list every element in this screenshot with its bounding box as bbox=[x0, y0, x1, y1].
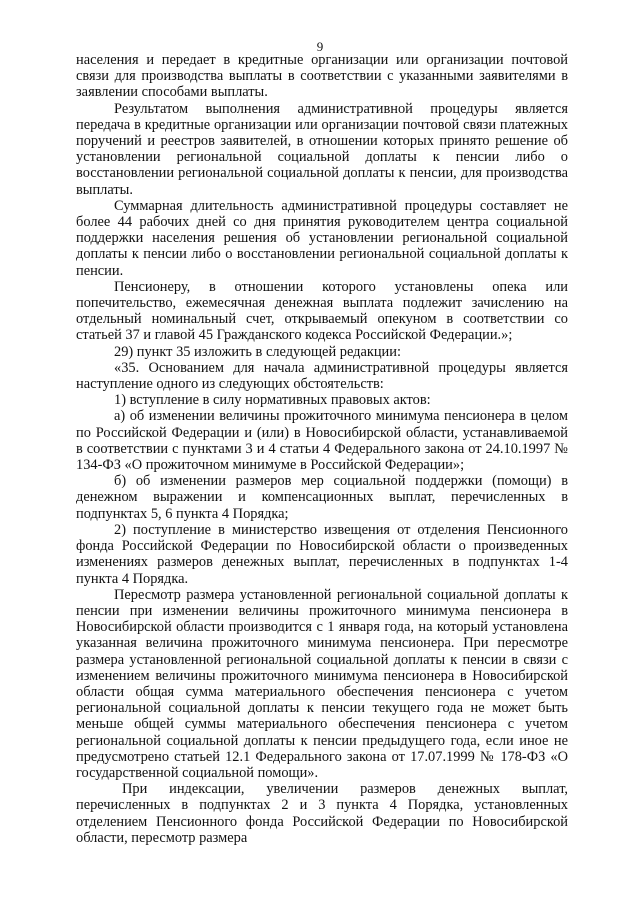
page-number: 9 bbox=[316, 39, 324, 54]
paragraph-subitem-a: а) об изменении величины прожиточного минимума пенсионера в целом по Российской Федерации и (или) в Новосибирской области, устанавливаемой в соответствии с пунктами 3 и 4 статьи 4 Федерального закона от 24.10.1997 № 134-ФЗ «О прожиточном минимуме в Российской Федерации»; bbox=[76, 408, 568, 474]
paragraph-subitem-1: 1) вступление в силу нормативных правовых актов: bbox=[114, 392, 431, 409]
paragraph-duration: Суммарная длительность административной процедуры составляет не более 44 рабочих дней со дня принятия руководителем центра социальной поддержки населения решения об установлении региональной социальной доплаты к пенсии либо о восстановлении региональной социальной доплаты к пенсии. bbox=[76, 197, 568, 279]
paragraph-item-35: «35. Основанием для начала административной процедуры является наступление одного из следующих обстоятельств: bbox=[76, 359, 568, 393]
paragraph-item-29: 29) пункт 35 изложить в следующей редакции: bbox=[114, 343, 401, 360]
paragraph-continuation: населения и передает в кредитные организации или организации почтовой связи для производства выплаты в соответствии с указанными заявителями в заявлении способами выплаты. bbox=[76, 52, 568, 101]
paragraph-subitem-b: б) об изменении размеров мер социальной поддержки (помощи) в денежном выражении и компенсационных выплат, перечисленных в подпунктах 5, 6 пункта 4 Порядка; bbox=[76, 473, 568, 522]
paragraph-indexation: При индексации, увеличении размеров денежных выплат, перечисленных в подпунктах 2 и 3 пункта 4 Порядка, установленных отделением Пенсионного фонда Российской Федерации по Новосибирской области, пересмотр размера bbox=[76, 781, 568, 846]
paragraph-result: Результатом выполнения административной процедуры является передача в кредитные организации или организации почтовой связи платежных поручений и реестров заявителей, в отношении которых принято решение об установлении региональной социальной доплаты к пенсии либо о восстановлении региональной социальной доплаты к пенсии, для производства выплаты. bbox=[76, 100, 568, 198]
paragraph-subitem-2: 2) поступление в министерство извещения от отделения Пенсионного фонда Российской Федерации по Новосибирской области о произведенных изменениях размеров денежных выплат, перечисленных в подпунктах 1-4 пункта 4 Порядка. bbox=[76, 521, 568, 587]
paragraph-recalculation: Пересмотр размера установленной региональной социальной доплаты к пенсии при изменении величины прожиточного минимума пенсионера в Новосибирской области производится с 1 января года, на который установлена указанная величина прожиточного минимума пенсионера. При пересмотре размера установленной региональной социальной доплаты к пенсии в связи с изменением величины прожиточного минимума пенсионера в Новосибирской области общая сумма материального обеспечения пенсионера с учетом региональной социальной доплаты к пенсии текущего года не может быть меньше общей суммы материального обеспечения пенсионера с учетом региональной социальной доплаты к пенсии предыдущего года, если иное не предусмотрено статьей 12.1 Федерального закона от 17.07.1999 № 178-ФЗ «О государственной социальной помощи». bbox=[76, 586, 568, 781]
document-body bbox=[76, 52, 568, 846]
paragraph-guardianship: Пенсионеру, в отношении которого установлены опека или попечительство, ежемесячная денежная выплата подлежит зачислению на отдельный номинальный счет, открываемый опекуном в соответствии со статьей 37 и главой 45 Гражданского кодекса Российской Федерации.»; bbox=[76, 278, 568, 344]
